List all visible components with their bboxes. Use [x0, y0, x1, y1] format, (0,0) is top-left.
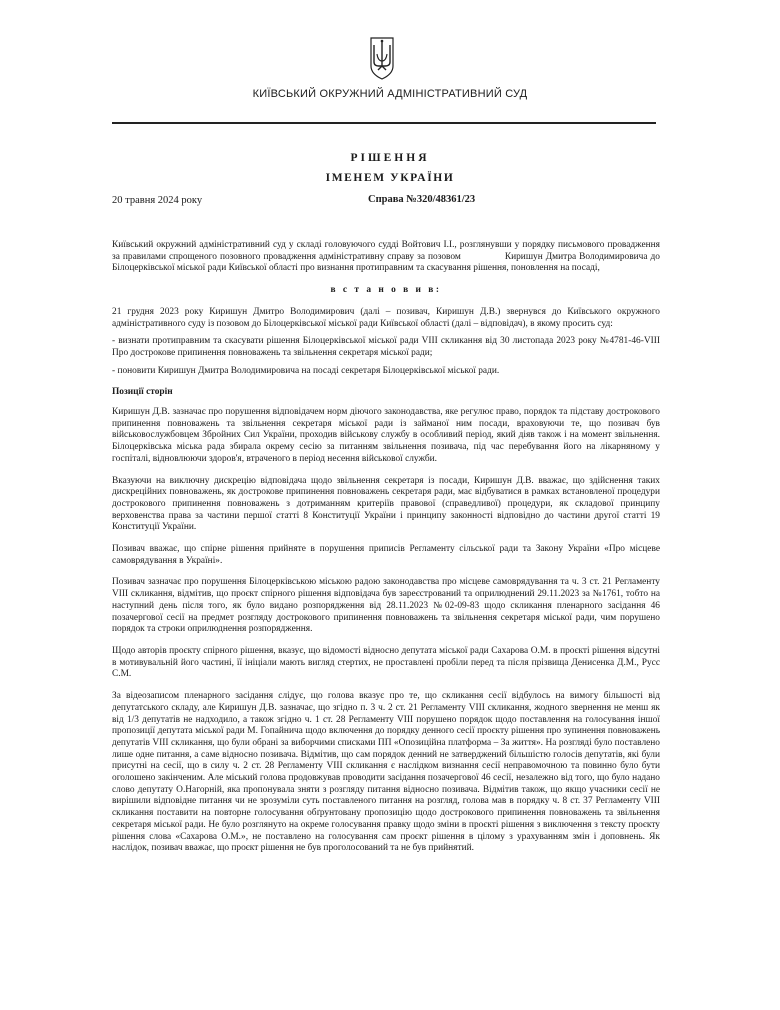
in-name-of-ukraine: ІМЕНЕМ УКРАЇНИ	[325, 172, 455, 184]
position-paragraph-3: Позивач вважає, що спірне рішення прийняте в порушення приписів Регламенту сільської ради та Закону України «Про місцеве самоврядування в Україні».	[112, 544, 660, 566]
intro-text-1: Київський окружний адміністративний суд у складі головуючого судді Войтович І.І., розглянувши у порядку письмового провадження за правилами спрощеного позовного провадження адміністративну справу за позовом	[112, 240, 660, 262]
position-paragraph-6: За відеозаписом пленарного засідання слідує, що голова вказує про те, що скликання сесії відбулось на вимогу більшості від депутатського складу, але Киришун Д.В. зазначає, що згідно п. 3 ч. 2 ст. 21 Регламенту VIII скликання, жодного звернення не менш як від 1/3 депутатів не надходило, а також згідно ч. 1 ст. 28 Регламенту VIII порушено порядок щодо поставлення на голосування іншої пропозиції депутата міської ради М. Гопайнича щодо включення до порядку денного сесії проєкту рішення про зупинення повноважень депутатів VIII скликання, що були обрані за виборчими списками ПП «Опозиційна платформа – За життя». На розгляді було поставлено лише одне питання, а саме відносно позивача. Відмітив, що сам порядок денний не затверджений більшістю голосів депутатів, які були присутні на сесії, що в силу ч. 2 ст. 28 Регламенту VIII скликання є наслідком визнання сесії неправомочною та повинно було бути оголошено закінченим. Але міський голова продовжував проводити засідання позачергової 46 сесії, незалежно від того, що було надано слово депутату О.Нагорній, яка пропонувала зняти з розгляду питання відносно позивача. Відмітив також, що якщо учасники сесії не вирішили відповідне питання чи не зрозуміли суть поставленого питання на розгляд, голова мав в порядку ч. 8 ст. 37 Регламенту VIII скликання поставити на повторне голосування обґрунтовану пропозицію щодо дострокового припинення повноважень та звільнення секретаря міської ради. Не було розглянуто на окреме голосування правку щодо зміни в проєкті рішення з виключення з тексту проєкту рішення слова «Сахарова О.М.», не поставлено на голосування сам проєкт рішення в цілому з урахуванням змін і доповнень. Як наслідок, позивач вважає, що проєкт рішення не був проголосований та не був прийнятий.	[112, 691, 660, 854]
position-paragraph-2: Вказуючи на виключну дискрецію відповідача щодо звільнення секретаря із посади, Киришун Д.В. вважає, що здійснення таких дискреційних повноважень, як дострокове припинення повноважень секретаря ради, має відбуватися в рамках встановленої процедури дострокового припинення повноважень з дотриманням критеріїв правової (справедливої) процедури, як складової принципу верховенства права за частини першої статті 8 Конституції України і принципу законності відповідно до частини другої статті 19 Конституції України.	[112, 475, 660, 533]
claim-request-1: - визнати протиправним та скасувати рішення Білоцерківської міської ради VIII скликання від 30 листопада 2023 року №4781-46-VIII Про дострокове припинення повноважень та звільнення секретаря міської ради;	[112, 336, 660, 358]
court-name: КИЇВСЬКИЙ ОКРУЖНИЙ АДМІНІСТРАТИВНИЙ СУД	[252, 88, 528, 100]
trident-emblem-icon	[368, 36, 396, 80]
decision-title: РІШЕННЯ	[350, 152, 430, 164]
claim-request-2: - поновити Киришун Дмитра Володимировича на посаді секретаря Білоцерківської міської ради.	[112, 365, 500, 376]
position-paragraph-1: Киришун Д.В. зазначає про порушення відповідачем норм діючого законодавства, яке регулює право, порядок та підставу дострокового припинення повноважень та звільнення секретаря міської ради із займаної ним посади, враховуючи те, що позивач був військовослужбовцем Збройних Сил України, проходив військову службу в особливий період, який діяв також і на момент звільнення. Білоцерківська міська рада збирала окрему сесію за питанням звільнення позивача, під час перебування його на лікарняному у госпіталі, відновлюючи здоров'я, втраченого в період несення військової служби.	[112, 407, 660, 464]
established-heading: в с т а н о в и в:	[330, 285, 442, 296]
claim-paragraph: 21 грудня 2023 року Киришун Дмитро Володимирович (далі – позивач, Киришун Д.В.) звернувся до Київського окружного адміністративного суду із позовом до Білоцерківської міської ради Київської області (далі – відповідач), в якому просить суд:	[112, 306, 660, 329]
decision-date: 20 травня 2024 року	[112, 195, 203, 206]
intro-paragraph	[112, 240, 660, 275]
case-number: Справа №320/48361/23	[368, 194, 476, 205]
section-heading-positions: Позиції сторін	[112, 387, 173, 398]
intro-text-2: Киришун Дмитра Володимировича до Білоцерківської міської ради Київської області про визнання протиправним та скасування рішення, поновлення на посаді,	[112, 251, 660, 274]
position-paragraph-4: Позивач зазначає про порушення Білоцерківською міською радою законодавства про місцеве самоврядування та ч. 3 ст. 21 Регламенту VIII скликання, відмітив, що проєкт спірного рішення відповідача був зареєстрований та оприлюднений 29.11.2023 за №1761, тобто на наступний день після того, як було видано розпорядження від 28.11.2023 №02-09-83 щодо скликання пленарного засідання 46 позачергової сесії на предмет розгляду дострокового припинення повноважень та звільнення секретаря міської ради, чим порушено порядок та строки оприлюднення розпорядження.	[112, 577, 660, 635]
header-divider	[112, 122, 656, 124]
document-body	[112, 240, 660, 865]
position-paragraph-5: Щодо авторів проєкту спірного рішення, вказує, що відомості відносно депутата міської ради Сахарова О.М. в проєкті рішення відсутні в мотивувальній його частині, її ініціали мають вигляд стертих, не проставлені пробіли перед та після прізвища Денисенка Д.М., Русс С.М.	[112, 645, 660, 680]
